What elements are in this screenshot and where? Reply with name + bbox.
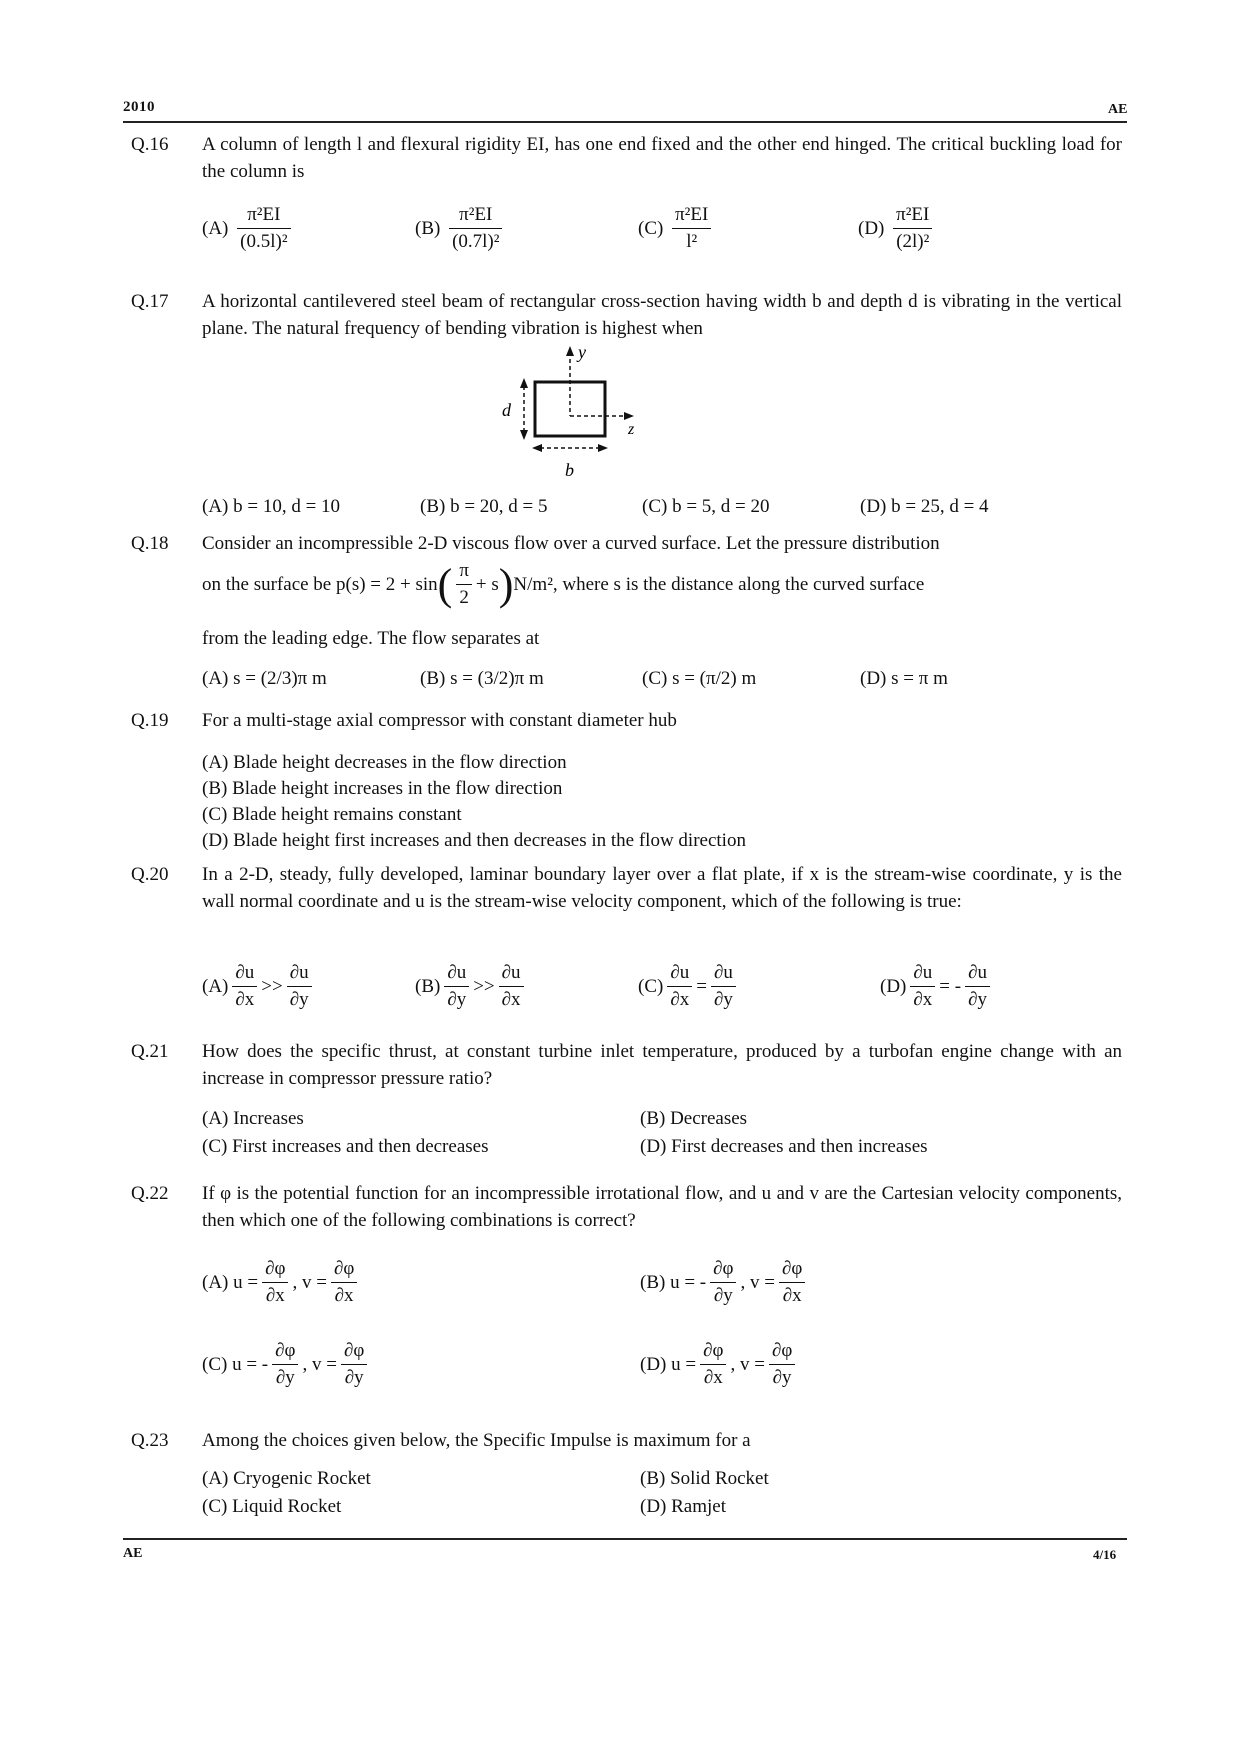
question-number: Q.22 [131, 1183, 169, 1204]
denominator: ∂x [334, 1285, 354, 1306]
label-b: b [565, 460, 574, 480]
question-text: Among the choices given below, the Specific Impulse is maximum for a [202, 1430, 751, 1451]
operator: >> [261, 975, 283, 997]
width-arrow-left [532, 444, 542, 452]
option-label: (B) [415, 975, 441, 997]
denominator: ∂x [235, 989, 255, 1010]
question-number: Q.21 [131, 1041, 169, 1062]
option-label: (C) [202, 1353, 228, 1375]
label-y: y [578, 342, 586, 362]
question-number: Q.23 [131, 1430, 169, 1451]
option-a: (A) Cryogenic Rocket [202, 1468, 371, 1489]
numerator: π²EI [237, 202, 290, 229]
option-c: (C) First increases and then decreases [202, 1136, 489, 1157]
option-d: (D) Ramjet [640, 1496, 727, 1517]
numerator: π²EI [449, 202, 502, 229]
option-d: (D) Blade height first increases and then decreases in the flow direction [202, 830, 746, 851]
denominator: ∂x [782, 1285, 802, 1306]
numerator: ∂u [910, 960, 935, 987]
numerator: ∂φ [331, 1256, 357, 1283]
header-rule [123, 121, 1127, 123]
option-label: (A) [202, 217, 229, 239]
option-d: (D) b = 25, d = 4 [860, 496, 989, 517]
numerator: ∂u [965, 960, 990, 987]
z-axis-arrowhead [624, 412, 634, 420]
denominator: ∂y [713, 1285, 733, 1306]
option-label: (B) [415, 217, 441, 239]
denominator: ∂y [289, 989, 309, 1010]
numerator: ∂φ [779, 1256, 805, 1283]
denominator: ∂y [772, 1367, 792, 1388]
question-text: A column of length l and flexural rigidity EI, has one end fixed and the other end hinged. The critical buckling load for the column is [202, 134, 1122, 182]
option-b [415, 202, 506, 255]
close-paren: ) [498, 560, 514, 609]
footer-rule [123, 1538, 1127, 1540]
numerator: ∂φ [769, 1338, 795, 1365]
question-text: If φ is the potential function for an incompressible irrotational flow, and u and v are the Cartesian velocity components, then which one of the following combinations is correct? [202, 1183, 1122, 1231]
option-label: (D) [880, 975, 907, 997]
option-label: (C) [638, 975, 664, 997]
option-d [880, 960, 994, 1013]
depth-arrow-down [520, 430, 528, 440]
option-d: (D) First decreases and then increases [640, 1136, 928, 1157]
numerator: ∂u [444, 960, 469, 987]
numerator: ∂φ [272, 1338, 298, 1365]
header-paper-code: AE [1108, 102, 1128, 117]
option-b: (B) Solid Rocket [640, 1468, 769, 1489]
operator: >> [473, 975, 495, 997]
question-text: In a 2-D, steady, fully developed, laminar boundary layer over a flat plate, if x is the stream-wise coordinate, y is the wall normal coordinate and u is the stream-wise velocity component, which of the following is true: [202, 864, 1122, 912]
option-c [638, 202, 715, 255]
denominator: 2 [459, 587, 469, 608]
option-b [415, 960, 528, 1013]
denominator: ∂x [670, 989, 690, 1010]
numerator: ∂u [667, 960, 692, 987]
denominator: ∂y [344, 1367, 364, 1388]
plus-s: + s [475, 573, 499, 595]
question-number: Q.20 [131, 864, 169, 885]
option-c: (C) b = 5, d = 20 [642, 496, 770, 517]
option-c: (C) s = (π/2) m [642, 668, 757, 689]
numerator: ∂u [499, 960, 524, 987]
question-number: Q.18 [131, 533, 169, 554]
option-label: (A) [202, 1271, 229, 1293]
option-a: (A) b = 10, d = 10 [202, 496, 341, 517]
option-b: (B) b = 20, d = 5 [420, 496, 548, 517]
denominator: (2l)² [896, 231, 930, 252]
option-a [202, 202, 295, 255]
beam-cross-section-figure [490, 340, 660, 490]
pressure-expression-suffix: N/m², where s is the distance along the curved surface [513, 573, 925, 595]
footer-paper-code: AE [123, 1546, 143, 1561]
option-b [640, 1256, 809, 1309]
operator: = - [939, 975, 962, 997]
question-number: Q.16 [131, 134, 169, 155]
option-label: (C) [638, 217, 664, 239]
numerator: ∂u [232, 960, 257, 987]
option-b: (B) s = (3/2)π m [420, 668, 544, 689]
option-d [640, 1338, 799, 1391]
open-paren: ( [437, 560, 453, 609]
denominator: ∂y [447, 989, 467, 1010]
numerator: ∂φ [341, 1338, 367, 1365]
question-text-line-3: from the leading edge. The flow separates at [202, 628, 540, 649]
denominator: ∂x [265, 1285, 285, 1306]
option-b: (B) Blade height increases in the flow direction [202, 778, 563, 799]
question-text: How does the specific thrust, at constant turbine inlet temperature, produced by a turbofan engine change with an increase in compressor pressure ratio? [202, 1041, 1122, 1089]
option-a: (A) Increases [202, 1108, 304, 1129]
v-equals: , v = [292, 1271, 327, 1293]
numerator: ∂u [287, 960, 312, 987]
denominator: ∂y [713, 989, 733, 1010]
question-text-line-1: Consider an incompressible 2-D viscous flow over a curved surface. Let the pressure distribution [202, 533, 940, 554]
option-a: (A) Blade height decreases in the flow direction [202, 752, 567, 773]
option-c: (C) Liquid Rocket [202, 1496, 342, 1517]
numerator: π²EI [672, 202, 711, 229]
u-equals: u = [671, 1353, 697, 1375]
u-equals: u = - [670, 1271, 707, 1293]
v-equals: , v = [730, 1353, 765, 1375]
option-a: (A) s = (2/3)π m [202, 668, 327, 689]
option-label: (A) [202, 975, 229, 997]
option-d [858, 202, 936, 255]
denominator: ∂y [968, 989, 987, 1010]
option-c: (C) Blade height remains constant [202, 804, 462, 825]
option-c [638, 960, 740, 1013]
option-c [202, 1338, 371, 1391]
footer-page-number: 4/16 [1093, 1547, 1117, 1562]
depth-arrow-up [520, 378, 528, 388]
question-text: For a multi-stage axial compressor with constant diameter hub [202, 710, 677, 731]
denominator: (0.7l)² [452, 231, 500, 252]
option-label: (B) [640, 1271, 666, 1293]
denominator: ∂x [703, 1367, 723, 1388]
v-equals: , v = [302, 1353, 337, 1375]
v-equals: , v = [740, 1271, 775, 1293]
numerator: ∂φ [262, 1256, 288, 1283]
u-equals: u = [233, 1271, 259, 1293]
option-a [202, 960, 316, 1013]
pressure-expression-prefix: on the surface be p(s) = 2 + sin [202, 573, 438, 595]
label-d: d [502, 400, 511, 420]
denominator: ∂x [501, 989, 521, 1010]
option-a [202, 1256, 361, 1309]
option-d: (D) s = π m [860, 668, 948, 689]
question-text-line-2 [202, 558, 924, 611]
numerator: ∂φ [700, 1338, 726, 1365]
denominator: l² [686, 231, 698, 252]
question-number: Q.19 [131, 710, 169, 731]
option-b: (B) Decreases [640, 1108, 748, 1129]
width-arrow-right [598, 444, 608, 452]
option-label: (D) [640, 1353, 667, 1375]
question-text: A horizontal cantilevered steel beam of rectangular cross-section having width b and depth d is vibrating in the vertical plane. The natural frequency of bending vibration is highest when [202, 291, 1122, 339]
numerator: ∂φ [710, 1256, 736, 1283]
label-z: z [628, 421, 635, 438]
operator: = [696, 975, 707, 997]
header-year: 2010 [123, 99, 155, 115]
denominator: (0.5l)² [240, 231, 288, 252]
option-label: (D) [858, 217, 885, 239]
numerator: ∂u [711, 960, 736, 987]
numerator: π [456, 558, 472, 585]
denominator: ∂y [275, 1367, 295, 1388]
numerator: π²EI [893, 202, 932, 229]
y-axis-arrowhead [566, 346, 574, 356]
question-number: Q.17 [131, 291, 169, 312]
u-equals: u = - [232, 1353, 269, 1375]
denominator: ∂x [913, 989, 933, 1010]
